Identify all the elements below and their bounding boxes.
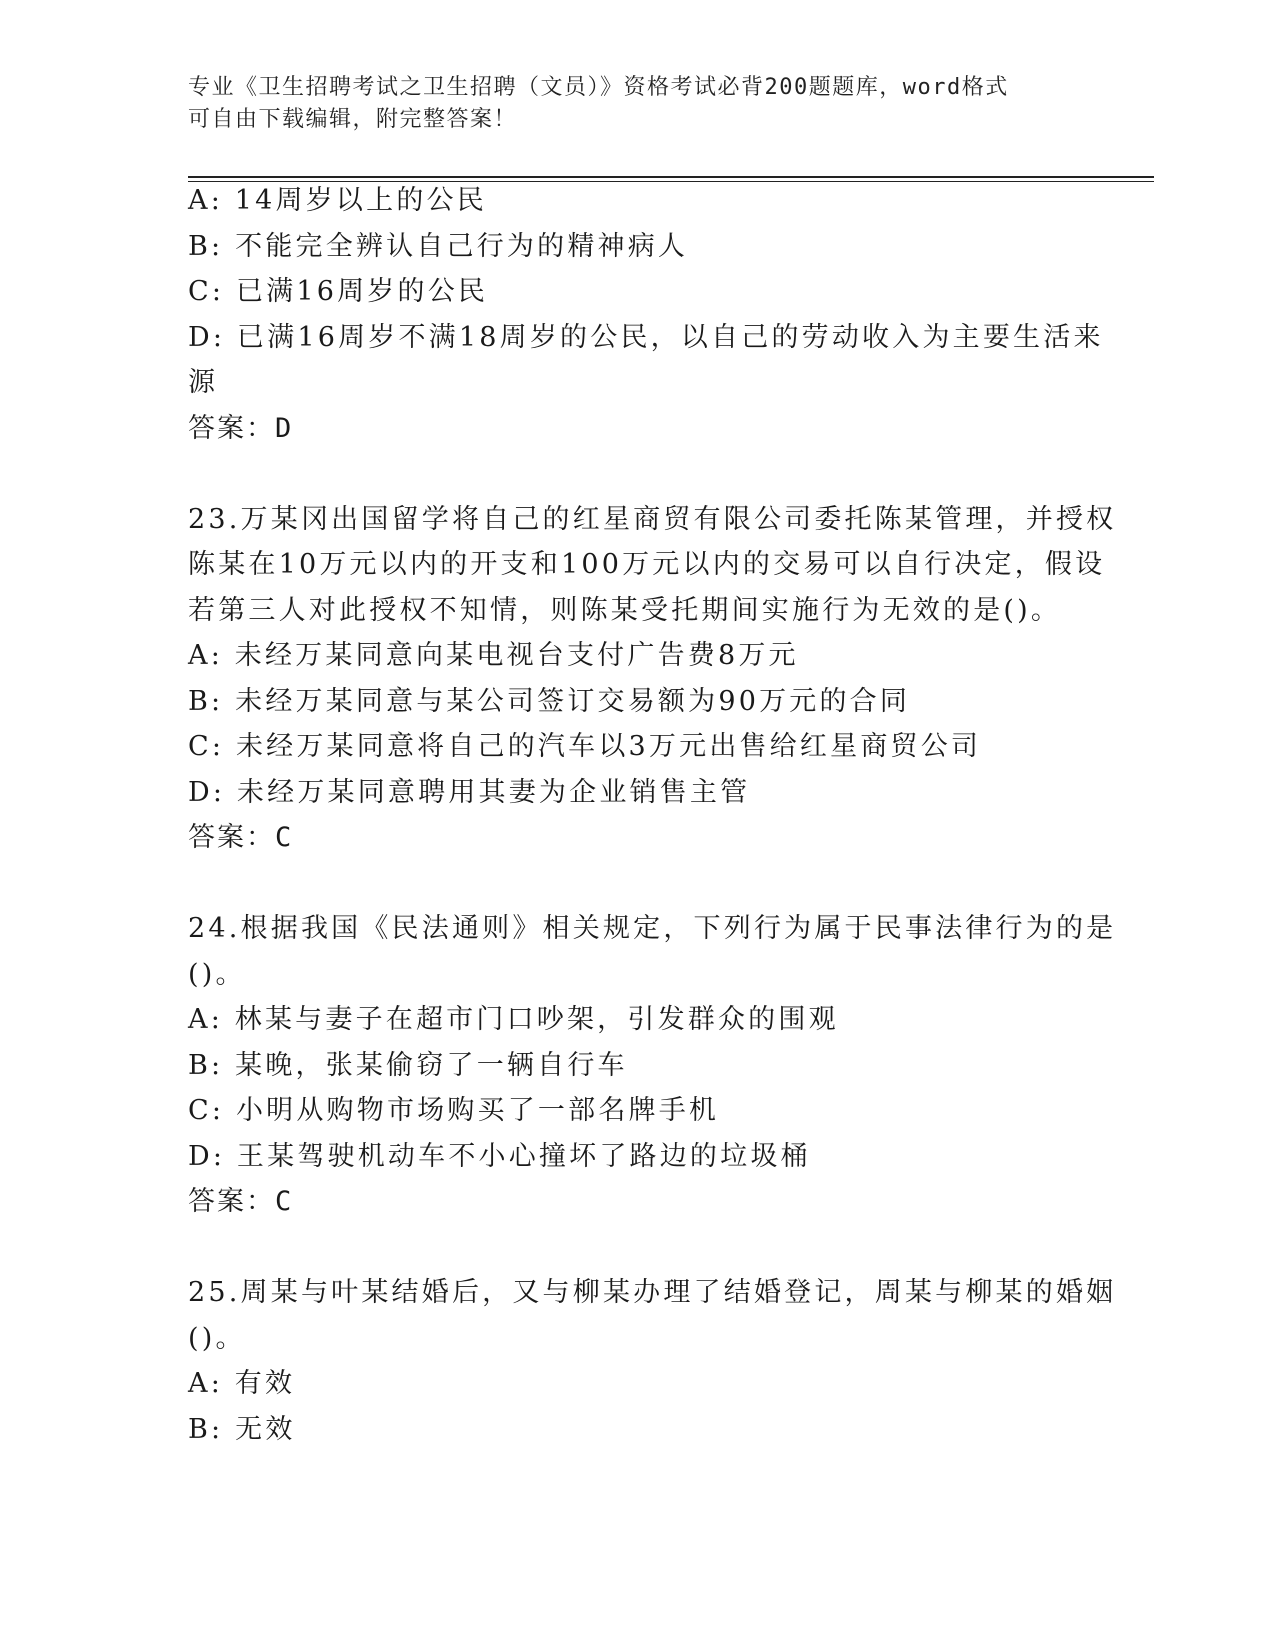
option-b: B: 某晚，张某偷窃了一辆自行车 — [188, 1049, 628, 1081]
question-24-block — [188, 906, 1117, 1225]
option-d: D: 王某驾驶机动车不小心撞坏了路边的垃圾桶 — [188, 1140, 811, 1172]
question-stem-line: 25.周某与叶某结婚后，又与柳某办理了结婚登记，周某与柳某的婚姻 — [188, 1277, 1117, 1308]
question-stem-line: ()。 — [188, 1322, 246, 1354]
option-d: D: 未经万某同意聘用其妻为企业销售主管 — [188, 776, 751, 808]
option-a: A: 未经万某同意向某电视台支付广告费8万元 — [188, 640, 799, 671]
question-stem-line: 陈某在10万元以内的开支和100万元以内的交易可以自行决定，假设 — [188, 549, 1106, 580]
option-c: C: 小明从购物市场购买了一部名牌手机 — [188, 1095, 720, 1126]
question-stem-line: 24.根据我国《民法通则》相关规定，下列行为属于民事法律行为的是 — [188, 913, 1117, 944]
spacer — [188, 1225, 1068, 1271]
option-b: B: 未经万某同意与某公司签订交易额为90万元的合同 — [188, 685, 911, 717]
header-line-1: 专业《卫生招聘考试之卫生招聘（文员）》资格考试必背200题题库，word格式 — [188, 75, 1009, 100]
question-23-block — [188, 497, 1117, 861]
answer-line: 答案：C — [188, 822, 294, 853]
question-stem-line: 23.万某冈出国留学将自己的红星商贸有限公司委托陈某管理，并授权 — [188, 503, 1117, 535]
spacer — [188, 861, 1068, 907]
answer-line: 答案：C — [188, 1186, 294, 1217]
question-stem-line: ()。 — [188, 958, 246, 990]
spacer — [188, 451, 1068, 497]
question-stem-line: 若第三人对此授权不知情，则陈某受托期间实施行为无效的是()。 — [188, 594, 1062, 626]
question-22-block — [188, 178, 1104, 451]
option-b: B: 无效 — [188, 1413, 296, 1445]
option-a: A: 林某与妻子在超市门口吵架，引发群众的围观 — [188, 1004, 839, 1035]
question-content — [188, 178, 1117, 1452]
option-a: A: 14周岁以上的公民 — [188, 185, 487, 216]
document-header — [188, 72, 1088, 136]
option-a: A: 有效 — [188, 1368, 296, 1399]
header-line-2: 可自由下载编辑，附完整答案！ — [188, 107, 518, 132]
option-d-continued: 源 — [188, 367, 219, 398]
option-c: C: 未经万某同意将自己的汽车以3万元出售给红星商贸公司 — [188, 731, 982, 762]
option-d: D: 已满16周岁不满18周岁的公民，以自己的劳动收入为主要生活来 — [188, 321, 1104, 353]
question-25-block — [188, 1270, 1117, 1452]
answer-line: 答案：D — [188, 412, 294, 444]
option-b: B: 不能完全辨认自己行为的精神病人 — [188, 230, 689, 262]
option-c: C: 已满16周岁的公民 — [188, 276, 489, 307]
